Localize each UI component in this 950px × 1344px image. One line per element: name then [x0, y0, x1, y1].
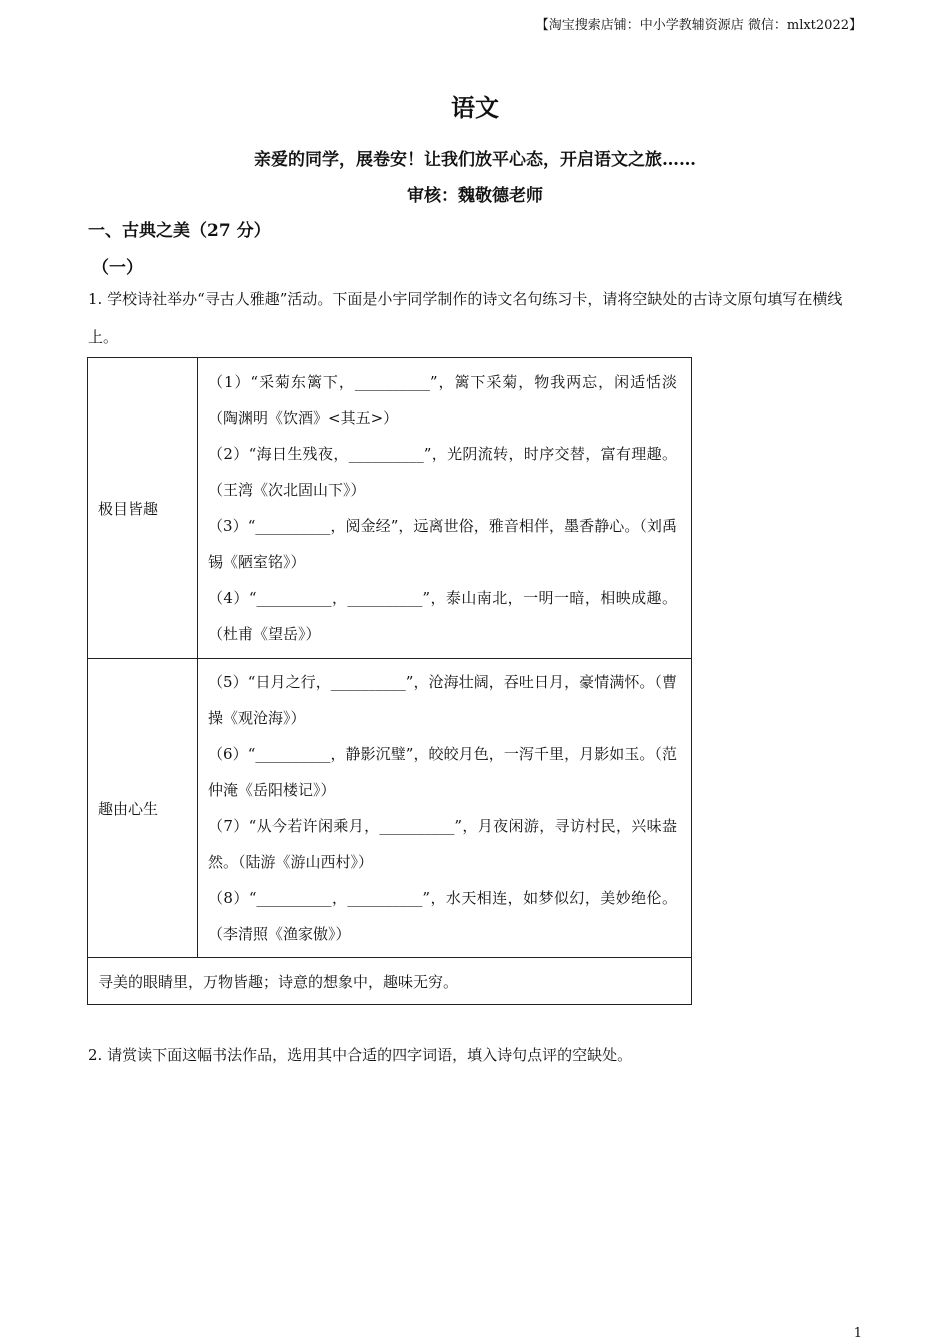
- table-row: [88, 358, 692, 659]
- header-note: 【淘宝搜索店铺：中小学教辅资源店 微信：mlxt2022】: [535, 18, 862, 33]
- card-item-1: （1）“采菊东篱下，__________”，篱下采菊，物我两忘，闲适恬淡 （陶渊明《饮酒》<其五>）: [208, 373, 693, 427]
- question-2: 2. 请赏读下面这幅书法作品，选用其中合适的四字词语，填入诗句点评的空缺处。: [88, 1046, 633, 1064]
- card-item-3: （3）“__________，阅金经”，远离世俗，雅音相伴，墨香静心。（刘禹锡《陋室铭》）: [208, 517, 677, 571]
- table-row: [88, 659, 692, 958]
- page-number: 1: [853, 1326, 862, 1341]
- table-row: [88, 958, 692, 1005]
- category-cell: 极目皆趣: [88, 358, 198, 659]
- items-cell: [198, 358, 692, 659]
- sub-heading: （一）: [92, 258, 143, 278]
- card-item-8: （8）“__________，__________”，水天相连，如梦似幻，美妙绝伦。（李清照《渔家傲》）: [208, 889, 677, 943]
- card-item-5: （5）“日月之行，__________”，沧海壮阔，吞吐日月，豪情满怀。（曹操《观沧海》）: [208, 673, 677, 727]
- question-1: 1. 学校诗社举办“寻古人雅趣”活动。下面是小宇同学制作的诗文名句练习卡，请将空缺处的古诗文原句填写在横线上。: [88, 290, 843, 346]
- card-item-4: （4）“__________，__________”，泰山南北，一明一暗，相映成趣。（杜甫《望岳》）: [208, 589, 677, 643]
- card-item-6: （6）“__________，静影沉璧”，皎皎月色，一泻千里，月影如玉。（范仲淹《岳阳楼记》）: [208, 745, 677, 799]
- page-title: 语文: [451, 93, 499, 122]
- card-item-2: （2）“海日生残夜，__________”，光阴流转，时序交替，富有理趣。（王湾《次北固山下》）: [208, 445, 677, 499]
- reviewer-line: 审核：魏敬德老师: [407, 186, 543, 206]
- practice-card-table: [87, 357, 692, 1005]
- page-subtitle: 亲爱的同学，展卷安！让我们放平心态，开启语文之旅……: [254, 150, 696, 170]
- card-item-7: （7）“从今若许闲乘月，__________”，月夜闲游，寻访村民，兴味盎然。（陆游《游山西村》）: [208, 817, 677, 871]
- items-cell: [198, 659, 692, 958]
- section-heading: 一、古典之美（27 分）: [88, 221, 271, 241]
- category-cell: 趣由心生: [88, 659, 198, 958]
- closing-cell: 寻美的眼睛里，万物皆趣；诗意的想象中，趣味无穷。: [88, 958, 692, 1005]
